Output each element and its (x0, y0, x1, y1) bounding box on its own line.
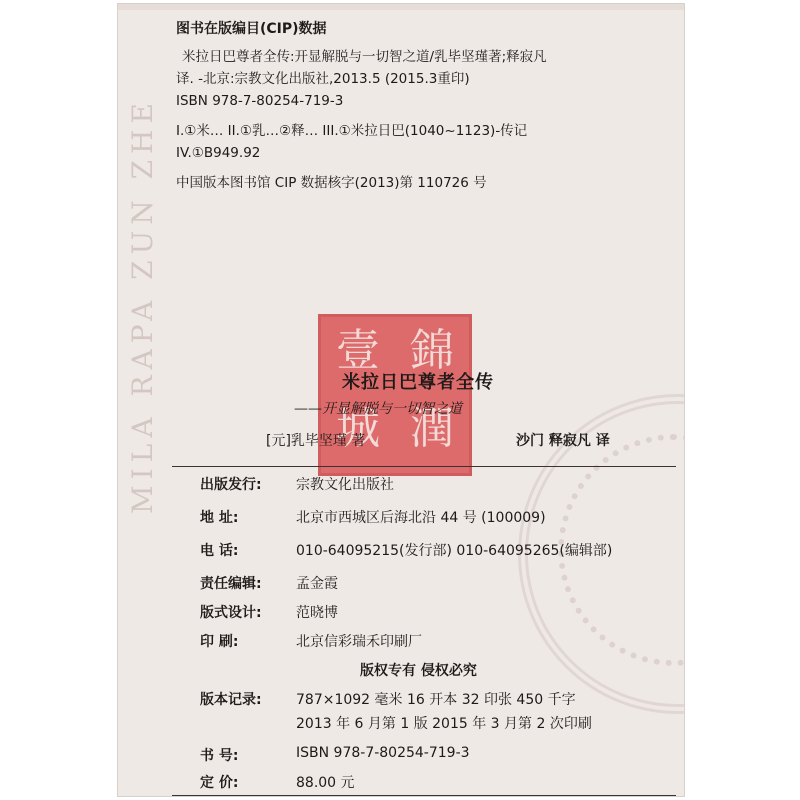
seal-char: 城 (336, 403, 380, 454)
divider-bottom (172, 795, 676, 796)
printer-label: 印 刷: (200, 634, 239, 650)
copyright-notice: 版权专有 侵权必究 (360, 663, 477, 679)
editor-label: 责任编辑: (200, 576, 262, 592)
publisher-label: 出版发行: (200, 477, 262, 493)
author-line (266, 430, 610, 450)
author: [元]乳毕坚瑾 著 (266, 433, 366, 449)
designer-label: 版式设计: (200, 605, 262, 621)
copyright-page (118, 4, 684, 796)
price-label: 定 价: (200, 775, 239, 791)
cip-line: 中国版本图书馆 CIP 数据核字(2013)第 110726 号 (176, 175, 487, 191)
seal-char: 錦 (410, 325, 454, 376)
divider-top (172, 466, 676, 467)
cip-line: IV.①B949.92 (176, 145, 261, 161)
cip-line: 译. -北京:宗教文化出版社,2013.5 (2015.3重印) (176, 71, 470, 87)
phone-label: 电 话: (200, 543, 239, 559)
translator: 沙门 释寂凡 译 (516, 433, 610, 449)
cip-line: I.①米… II.①乳…②释… III.①米拉日巴(1040~1123)-传记 (176, 123, 528, 139)
editor-value: 孟金霞 (296, 576, 338, 592)
address-value: 北京市西城区后海北沿 44 号 (100009) (296, 510, 546, 526)
book-title: 米拉日巴尊者全传 (342, 372, 494, 393)
edition-dates: 2013 年 6 月第 1 版 2015 年 3 月第 2 次印刷 (296, 716, 592, 732)
address-label: 地 址: (200, 510, 239, 526)
seal-stamp (318, 314, 472, 476)
price-value: 88.00 元 (296, 775, 355, 791)
background-artwork: MILA RAPA ZUN ZHE (126, 97, 159, 514)
publisher-value: 宗教文化出版社 (296, 477, 394, 493)
cip-line: 米拉日巴尊者全传:开显解脱与一切智之道/乳毕坚瑾著;释寂凡 (182, 49, 547, 65)
book-subtitle: ——开显解脱与一切智之道 (294, 401, 462, 417)
phone-value: 010-64095215(发行部) 010-64095265(编辑部) (296, 543, 613, 559)
edition-format: 787×1092 毫米 16 开本 32 印张 450 千字 (296, 692, 576, 708)
seal-char: 潤 (410, 403, 454, 454)
top-band (118, 4, 684, 10)
seal-char: 壹 (336, 325, 380, 376)
cip-line: ISBN 978-7-80254-719-3 (176, 93, 344, 109)
isbn-value: ISBN 978-7-80254-719-3 (296, 745, 470, 761)
cip-block (176, 18, 676, 194)
designer-value: 范晓博 (296, 605, 338, 621)
edition-label: 版本记录: (200, 692, 262, 708)
printer-value: 北京信彩瑞禾印刷厂 (296, 634, 422, 650)
cip-title: 图书在版编目(CIP)数据 (176, 21, 327, 37)
isbn-label: 书 号: (200, 748, 239, 764)
